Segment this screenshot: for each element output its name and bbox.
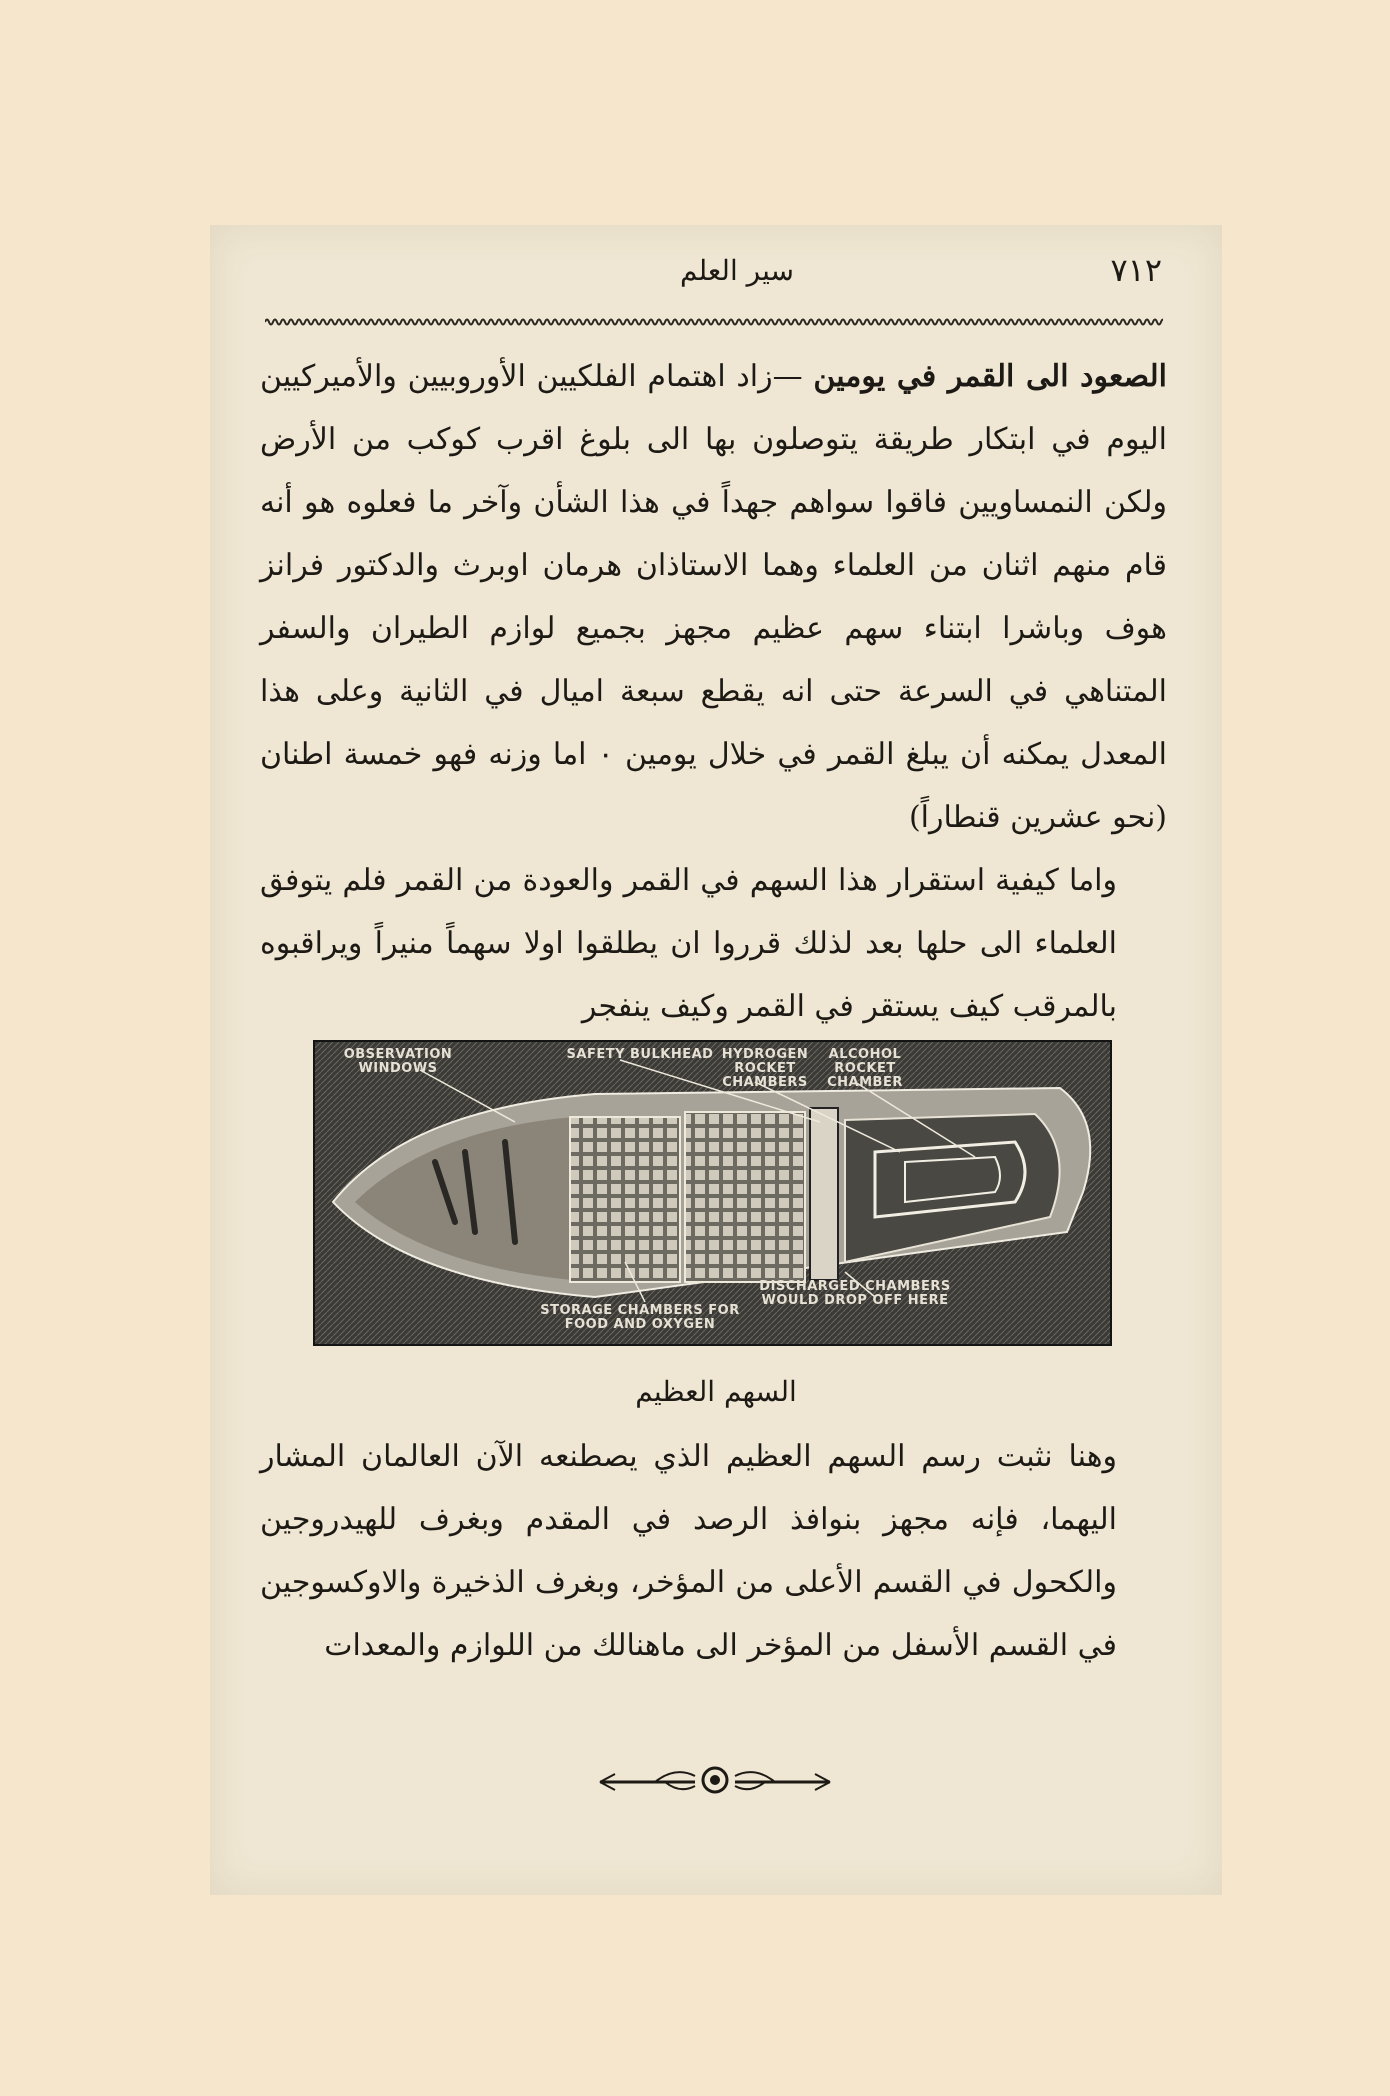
label-safety-bulkhead: SAFETY BULKHEAD xyxy=(566,1047,714,1062)
running-head xyxy=(270,245,1162,295)
wavy-divider xyxy=(265,315,1163,329)
running-title: سير العلم xyxy=(680,253,794,287)
article-paragraph-2: واما كيفية استقرار هذا السهم في القمر والعودة من القمر فلم يتوفق العلماء الى حلها بعد لذلك قرروا ان يطلقوا اولا سهماً منيراً ويراقبوه بالمرقب كيف يستقر في القمر وكيف ينفجر xyxy=(260,863,1117,1024)
book-page xyxy=(210,225,1222,1895)
page-number: ٧١٢ xyxy=(1110,251,1162,289)
article-paragraph-1: الصعود الى القمر في يومين —زاد اهتمام الفلكيين الأوروبيين والأميركيين اليوم في ابتكار طريقة يتوصلون بها الى بلوغ اقرب كوكب من الأرض ولكن النمساويين فاقوا سواهم جهداً في هذا الشأن وآخر ما فعلوه هو أنه قام منهم اثنان من العلماء وهما الاستاذان هرمان اوبرث والدكتور فرانز هوف وباشرا ابتناء سهم عظيم مجهز بجميع لوازم الطيران والسفر المتناهي في السرعة حتى انه يقطع سبعة اميال في الثانية وعلى هذا المعدل يمكنه أن يبلغ القمر في خلال يومين ٠ اما وزنه فهو خمسة اطنان (نحو عشرين قنطاراً) xyxy=(260,359,1168,835)
closing-body xyxy=(260,1425,1167,1677)
label-alcohol-chamber: ALCOHOL ROCKET CHAMBER xyxy=(827,1047,903,1090)
label-discharged-chambers: DISCHARGED CHAMBERS WOULD DROP OFF HERE xyxy=(759,1279,951,1308)
closing-paragraph: وهنا نثبت رسم السهم العظيم الذي يصطنعه الآن العالمان المشار اليهما، فإنه مجهز بنوافذ الرصد في المقدم وبغرف للهيدروجين والكحول في القسم الأعلى من المؤخر، وبغرف الذخيرة والاوكسوجين في القسم الأسفل من المؤخر الى ماهنالك من اللوازم والمعدات xyxy=(260,1439,1118,1663)
label-storage-chambers: STORAGE CHAMBERS FOR FOOD AND OXYGEN xyxy=(540,1303,740,1332)
tailpiece-ornament-icon xyxy=(595,1760,835,1800)
figure-caption: السهم العظيم xyxy=(635,1375,797,1408)
article-headline: الصعود الى القمر في يومين xyxy=(813,359,1168,394)
label-hydrogen-chambers: HYDROGEN ROCKET CHAMBERS xyxy=(721,1047,809,1090)
article-body xyxy=(260,345,1167,1038)
rocket-illustration xyxy=(313,1040,1112,1346)
label-observation-windows: OBSERVATION WINDOWS xyxy=(343,1047,453,1076)
rocket-cutaway-drawing xyxy=(315,1042,1110,1344)
